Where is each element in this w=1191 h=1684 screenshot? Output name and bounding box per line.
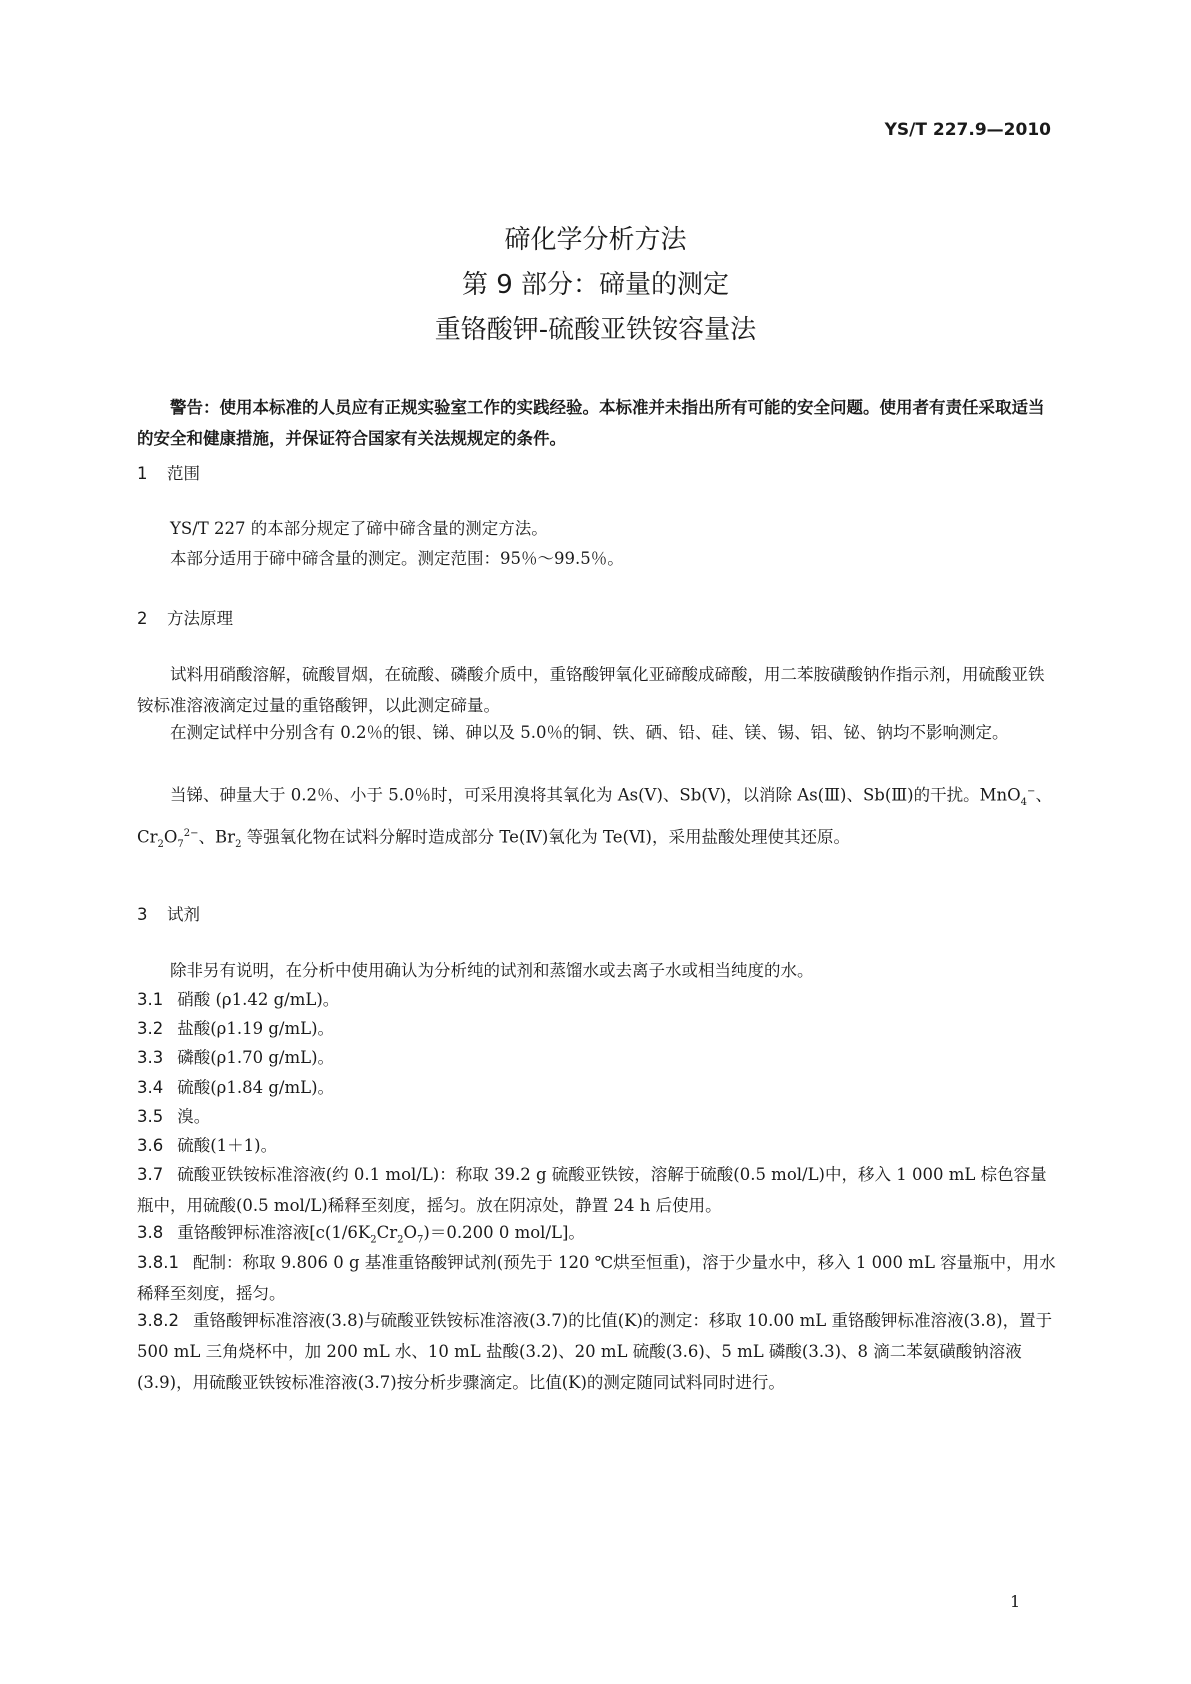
list-item: 3.1 硝酸 (ρ1.42 g/mL)。 <box>137 990 340 1009</box>
list-item: 3.5 溴。 <box>137 1107 211 1126</box>
list-item: 3.8.2 重铬酸钾标准溶液(3.8)与硫酸亚铁铵标准溶液(3.7)的比值(K)的测定：移取 10.00 mL 重铬酸钾标准溶液(3.8)，置于 500 mL 三角烧杯中，加 200 mL 水、10 mL 盐酸(3.2)、20 mL 硫酸(3.6)、5 mL 磷酸(3.3)、8 滴二苯氨磺酸钠溶液(3.9)，用硫酸亚铁铵标准溶液(3.7)按分析步骤滴定。比值(K)的测定随同试料同时进行。 <box>137 1311 1053 1392</box>
page-number: 1 <box>1010 1592 1021 1611</box>
section-2-paragraph-2: 在测定试样中分别含有 0.2％的银、锑、砷以及 5.0％的铜、铁、硒、铅、硅、镁、锡、铝、铋、钠均不影响测定。 <box>170 723 1009 742</box>
section-3-intro: 除非另有说明，在分析中使用确认为分析纯的试剂和蒸馏水或去离子水或相当纯度的水。 <box>170 961 814 980</box>
list-item: 3.2 盐酸(ρ1.19 g/mL)。 <box>137 1019 335 1038</box>
section-2-paragraph-1: 试料用硝酸溶解，硫酸冒烟，在硫酸、磷酸介质中，重铬酸钾氧化亚碲酸成碲酸，用二苯胺磺酸钠作指示剂，用硫酸亚铁铵标准溶液滴定过量的重铬酸钾，以此测定碲量。 <box>137 665 1045 715</box>
section-number: 1 <box>137 464 148 483</box>
section-2-paragraph-3: 当锑、砷量大于 0.2％、小于 5.0％时，可采用溴将其氧化为 As(Ⅴ)、Sb(Ⅴ)，以消除 As(Ⅲ)、Sb(Ⅲ)的干扰。MnO$_4$−、$Cr_2O_7^{2-}$、$Br_2$ 等强氧化物在试料分解时造成部分 Te(Ⅳ)氧化为 Te(Ⅵ)，采用盐酸处理使其还原。 <box>137 785 1052 850</box>
section-number: 2 <box>137 609 148 628</box>
warning-paragraph: 警告：使用本标准的人员应有正规实验室工作的实践经验。本标准并未指出所有可能的安全问题。使用者有责任采取适当的安全和健康措施，并保证符合国家有关法规规定的条件。 <box>137 398 1045 448</box>
title-line-3: 重铬酸钾-硫酸亚铁铵容量法 <box>434 315 757 345</box>
title-line-2: 第 9 部分：碲量的测定 <box>461 270 730 300</box>
section-title: 范围 <box>167 464 200 483</box>
list-item: 3.6 硫酸(1＋1)。 <box>137 1136 278 1155</box>
section-title: 试剂 <box>167 905 200 924</box>
section-1-heading <box>137 460 200 484</box>
section-title: 方法原理 <box>167 609 233 628</box>
list-item: 3.8.1 配制：称取 9.806 0 g 基准重铬酸钾试剂(预先于 120 ℃烘至恒重)，溶于少量水中，移入 1 000 mL 容量瓶中，用水稀释至刻度，摇匀。 <box>137 1253 1056 1303</box>
section-number: 3 <box>137 905 148 924</box>
section-1-paragraph-2: 本部分适用于碲中碲含量的测定。测定范围：95％～99.5％。 <box>170 549 624 568</box>
section-1-paragraph-1: YS/T 227 的本部分规定了碲中碲含量的测定方法。 <box>170 519 548 538</box>
list-item: 3.4 硫酸(ρ1.84 g/mL)。 <box>137 1078 335 1097</box>
section-2-heading <box>137 605 233 629</box>
list-item: 3.7 硫酸亚铁铵标准溶液(约 0.1 mol/L)：称取 39.2 g 硫酸亚铁铵，溶解于硫酸(0.5 mol/L)中，移入 1 000 mL 棕色容量瓶中，用硫酸(0.5 mol/L)稀释至刻度，摇匀。放在阴凉处，静置 24 h 后使用。 <box>137 1165 1047 1215</box>
list-item: 3.3 磷酸(ρ1.70 g/mL)。 <box>137 1048 335 1067</box>
standard-code: YS/T 227.9—2010 <box>884 120 1051 140</box>
section-3-heading <box>137 901 200 925</box>
list-item: 3.8 重铬酸钾标准溶液[$c(1/6K_2Cr_2O_7)=0.200$ 0 mol/L]。 <box>137 1223 585 1246</box>
title-line-1: 碲化学分析方法 <box>504 225 687 255</box>
document-title <box>0 218 1191 353</box>
